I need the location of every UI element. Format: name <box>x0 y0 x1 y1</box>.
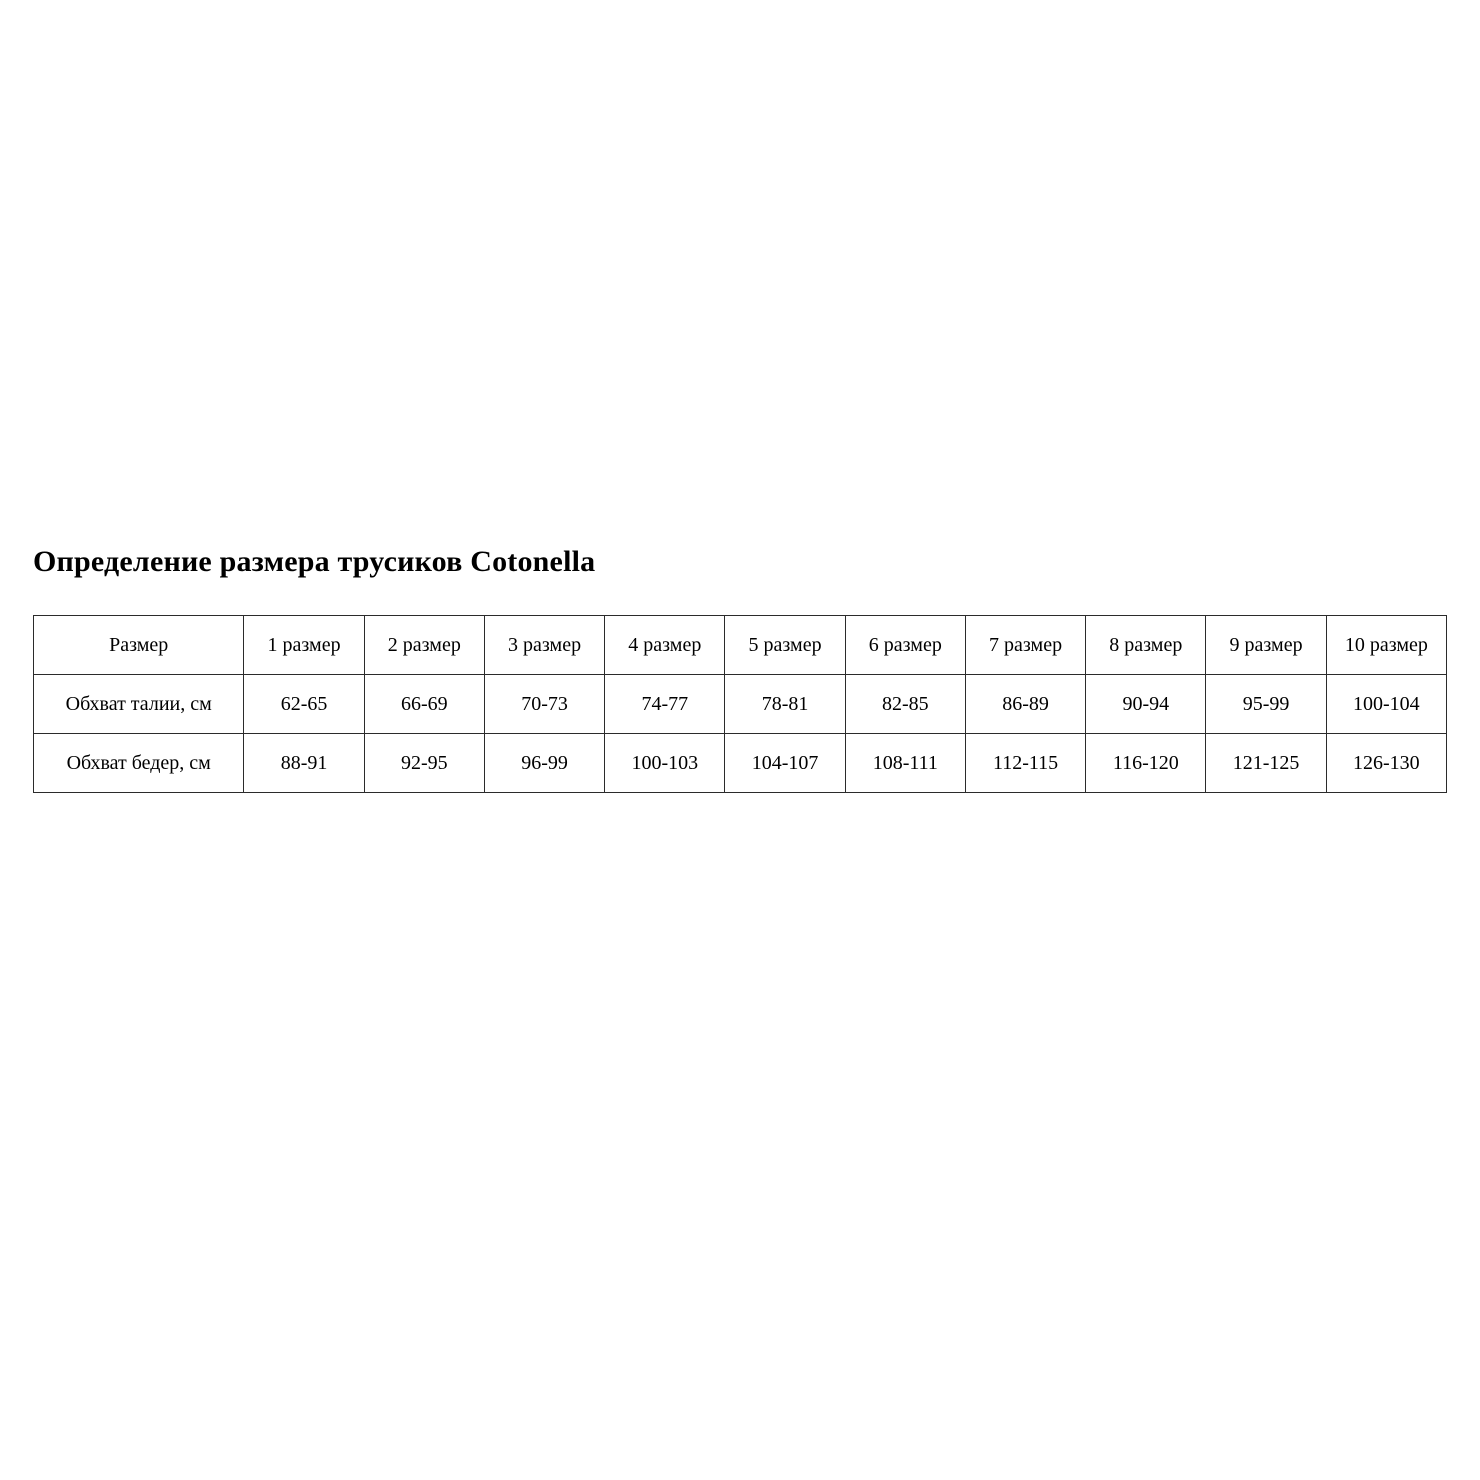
table-row <box>34 734 1447 793</box>
column-header: Размер <box>34 616 244 675</box>
table-cell: 74-77 <box>605 675 725 734</box>
column-header: 4 размер <box>605 616 725 675</box>
table-cell: 100-104 <box>1326 675 1446 734</box>
table-cell: 70-73 <box>484 675 604 734</box>
table-cell: 116-120 <box>1086 734 1206 793</box>
table-cell: 112-115 <box>965 734 1085 793</box>
table-cell: 104-107 <box>725 734 845 793</box>
column-header: 5 размер <box>725 616 845 675</box>
table-cell: 100-103 <box>605 734 725 793</box>
row-label: Обхват бедер, см <box>34 734 244 793</box>
table-cell: 96-99 <box>484 734 604 793</box>
row-label: Обхват талии, см <box>34 675 244 734</box>
column-header: 8 размер <box>1086 616 1206 675</box>
table-cell: 92-95 <box>364 734 484 793</box>
table-cell: 66-69 <box>364 675 484 734</box>
column-header: 9 размер <box>1206 616 1326 675</box>
column-header: 3 размер <box>484 616 604 675</box>
table-cell: 95-99 <box>1206 675 1326 734</box>
table-cell: 126-130 <box>1326 734 1446 793</box>
table-cell: 90-94 <box>1086 675 1206 734</box>
page-title: Определение размера трусиков Cotonella <box>33 545 596 578</box>
size-chart-container <box>33 615 1447 793</box>
column-header: 1 размер <box>244 616 364 675</box>
column-header: 10 размер <box>1326 616 1446 675</box>
table-cell: 78-81 <box>725 675 845 734</box>
table-cell: 88-91 <box>244 734 364 793</box>
size-table <box>33 615 1447 793</box>
table-cell: 86-89 <box>965 675 1085 734</box>
column-header: 2 размер <box>364 616 484 675</box>
column-header: 6 размер <box>845 616 965 675</box>
table-row <box>34 675 1447 734</box>
table-cell: 62-65 <box>244 675 364 734</box>
table-cell: 121-125 <box>1206 734 1326 793</box>
table-header-row <box>34 616 1447 675</box>
table-cell: 108-111 <box>845 734 965 793</box>
table-cell: 82-85 <box>845 675 965 734</box>
column-header: 7 размер <box>965 616 1085 675</box>
